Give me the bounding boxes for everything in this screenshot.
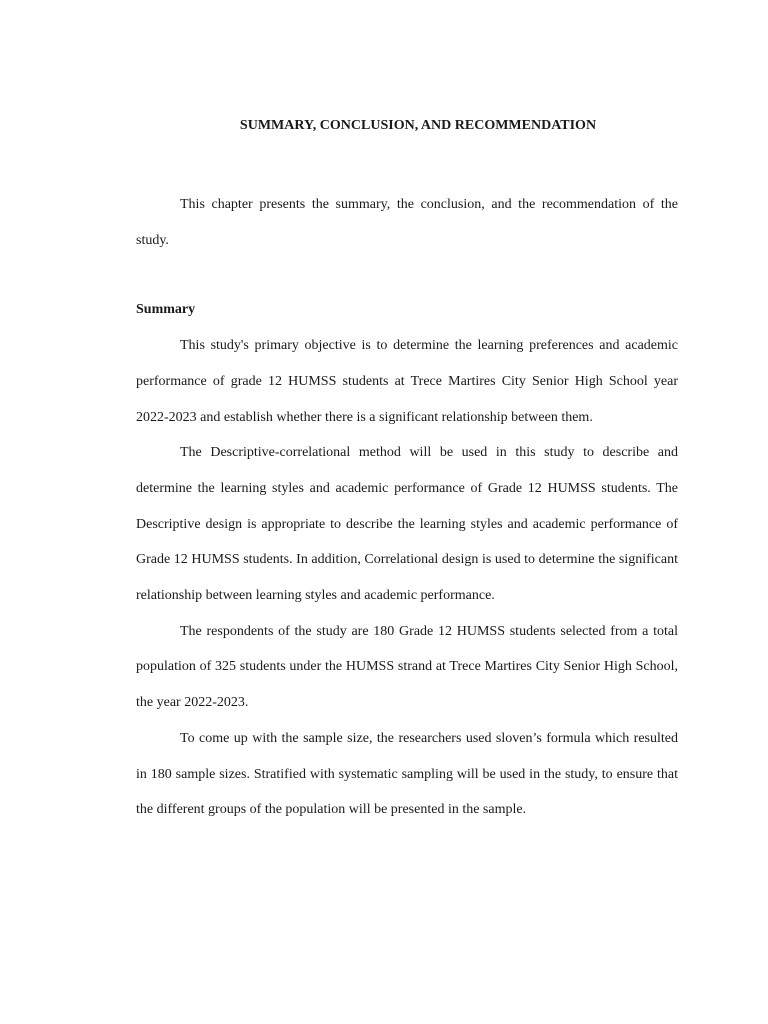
- summary-paragraph-sampling: To come up with the sample size, the researchers used sloven’s formula which resulted in 180 sample sizes. Stratified with systematic sampling will be used in the study, to ensure that the different groups of the population will be presented in the sample.: [136, 730, 678, 818]
- summary-paragraph-objective: This study's primary objective is to determine the learning preferences and academic performance of grade 12 HUMSS students at Trece Martires City Senior High School year 2022-2023 and establish whether there is a significant relationship between them.: [136, 338, 678, 425]
- intro-paragraph: This chapter presents the summary, the conclusion, and the recommendation of the study.: [136, 197, 678, 248]
- document-body: [136, 116, 678, 828]
- summary-paragraph-method: The Descriptive-correlational method will be used in this study to describe and determine the learning styles and academic performance of Grade 12 HUMSS students. The Descriptive design is appropriate to describe the learning styles and academic performance of Grade 12 HUMSS students. In addition, Correlational design is used to determine the significant relationship between learning styles and academic performance.: [136, 445, 678, 604]
- summary-heading: Summary: [136, 302, 196, 318]
- chapter-title: SUMMARY, CONCLUSION, AND RECOMMENDATION: [239, 118, 597, 133]
- summary-paragraph-respondents: The respondents of the study are 180 Grade 12 HUMSS students selected from a total population of 325 students under the HUMSS strand at Trece Martires City Senior High School, the year 2022-2023.: [136, 623, 678, 711]
